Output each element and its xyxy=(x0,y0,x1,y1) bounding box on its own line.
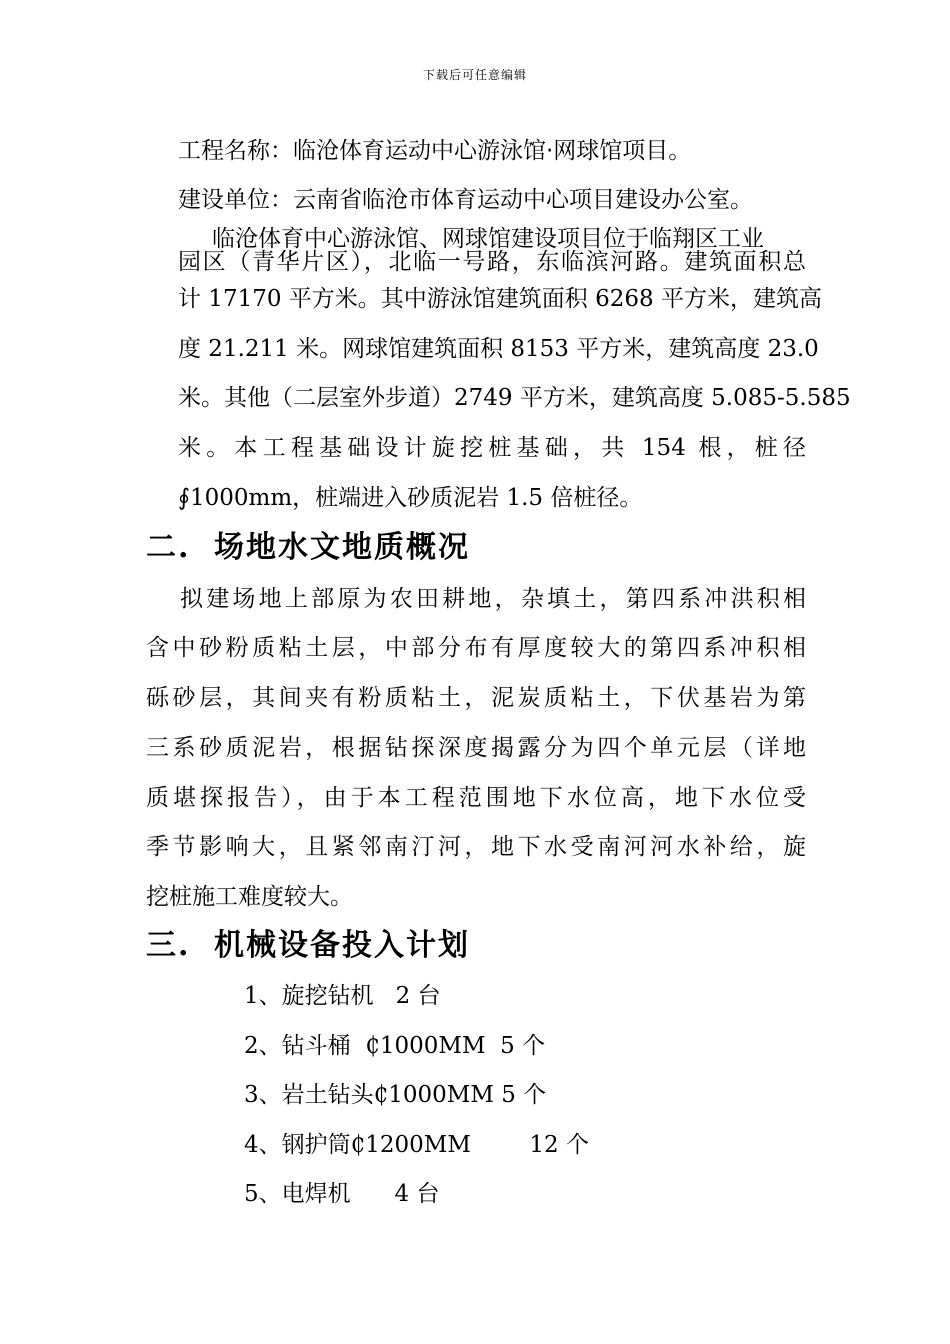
section2-line: 质堪探报告），由于本工程范围地下水位高，地下水位受 xyxy=(146,785,806,811)
section2-line: 挖桩施工难度较大。 xyxy=(146,884,353,910)
section2-line: 三系砂质泥岩，根据钻探深度揭露分为四个单元层（详地 xyxy=(146,735,806,761)
section2-number: 二. xyxy=(146,530,191,565)
section2-line: 季节影响大，且紧邻南汀河，地下水受南河河水补给，旋 xyxy=(146,834,806,860)
builder-line xyxy=(178,185,753,215)
section2-line: 含中砂粉质粘土层，中部分布有厚度较大的第四系冲积相 xyxy=(146,635,806,661)
description-line: ∮1000mm，桩端进入砂质泥岩 1.5 倍桩径。 xyxy=(178,485,643,511)
project-name-value: 临沧体育运动中心游泳馆·网球馆项目。 xyxy=(293,138,692,164)
header-note: 下载后可任意编辑 xyxy=(422,68,527,82)
equipment-item: 3、岩土钻头₵1000MM 5 个 xyxy=(244,1082,547,1108)
description-line: 计 17170 平方米。其中游泳馆建筑面积 6268 平方米，建筑高 xyxy=(178,286,822,312)
equipment-item: 5、电焊机 4 台 xyxy=(244,1181,440,1207)
section2-title: 场地水文地质概况 xyxy=(214,530,470,565)
builder-label: 建设单位： xyxy=(178,187,293,213)
equipment-item: 1、旋挖钻机 2 台 xyxy=(244,983,441,1009)
section2-line: 拟建场地上部原为农田耕地，杂填土，第四系冲洪积相 xyxy=(180,586,806,612)
description-line: 米。本工程基础设计旋挖桩基础，共 154 根，桩径 xyxy=(178,435,806,461)
section3-heading xyxy=(146,927,470,965)
project-name-line xyxy=(178,136,691,166)
builder-value: 云南省临沧市体育运动中心项目建设办公室。 xyxy=(293,187,753,213)
project-name-label: 工程名称： xyxy=(178,138,293,164)
section3-number: 三. xyxy=(146,928,191,963)
equipment-item: 4、钢护筒₵1200MM 12 个 xyxy=(244,1132,589,1158)
description-line: 临沧体育中心游泳馆、网球馆建设项目位于临翔区工业 xyxy=(212,226,764,252)
description-line: 园区（青华片区），北临一号路，东临滨河路。建筑面积总 xyxy=(178,249,806,275)
section2-heading xyxy=(146,529,470,567)
description-line: 度 21.211 米。网球馆建筑面积 8153 平方米，建筑高度 23.0 xyxy=(178,336,819,362)
equipment-item: 2、钻斗桶 ₵1000MM 5 个 xyxy=(244,1033,546,1059)
section3-title: 机械设备投入计划 xyxy=(214,928,470,963)
section2-line: 砾砂层，其间夹有粉质粘土，泥炭质粘土，下伏基岩为第 xyxy=(146,685,806,711)
description-line: 米。其他（二层室外步道）2749 平方米，建筑高度 5.085-5.585 xyxy=(178,385,851,411)
